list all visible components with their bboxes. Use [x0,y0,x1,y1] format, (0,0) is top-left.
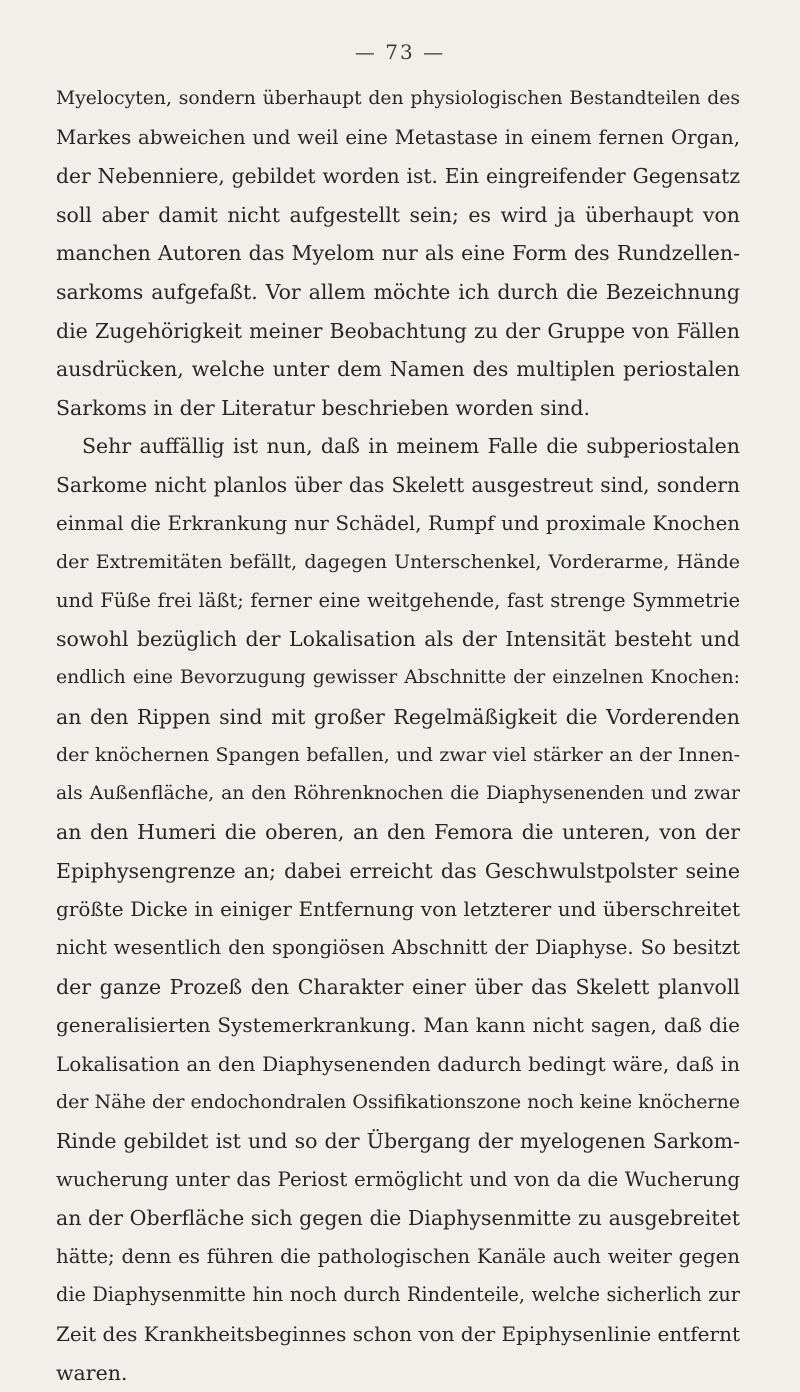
text-line: die Diaphysenmitte hin noch durch Rindenteile, welche sicherlich zur [56,1283,740,1307]
text-line-last: Sarkoms in der Literatur beschrieben worden sind. [56,395,590,420]
text-line: an den Humeri die oberen, an den Femora die unteren, von der [56,820,740,845]
text-line: die Zugehörigkeit meiner Beobachtung zu der Gruppe von Fällen [56,318,740,343]
text-line: Lokalisation an den Diaphysenenden dadurch bedingt wäre, daß in [56,1051,740,1076]
text-line: der knöchernen Spangen befallen, und zwar viel stärker an der Innen- [56,744,740,767]
text-line: der ganze Prozeß den Charakter einer über das Skelett planvoll [56,974,740,999]
page-number: — 73 — [354,40,446,64]
text-line: ausdrücken, welche unter dem Namen des multiplen periostalen [56,357,740,382]
text-line: als Außenfläche, an den Röhrenknochen die Diaphysenenden und zwar [56,782,740,804]
text-line: der Nähe der endochondralen Ossifikationszone noch keine knöcherne [56,1091,740,1114]
paragraph-2 [56,427,740,1392]
text-line: Sarkome nicht planlos über das Skelett ausgestreut sind, sondern [56,472,740,497]
text-line: sarkoms aufgefaßt. Vor allem möchte ich durch die Bezeichnung [56,279,740,304]
text-line: an den Rippen sind mit großer Regelmäßigkeit die Vorderenden [56,704,740,729]
body-text [56,80,740,1392]
text-line: der Nebenniere, gebildet worden ist. Ein eingreifender Gegensatz [56,164,740,189]
text-line: Epiphysengrenze an; dabei erreicht das Geschwulstpolster seine [56,858,740,883]
text-line: und Füße frei läßt; ferner eine weitgehende, fast strenge Symmetrie [56,588,740,612]
text-line: der Extremitäten befällt, dagegen Unterschenkel, Vorderarme, Hände [56,551,740,574]
text-line: hätte; denn es führen die pathologischen Kanäle auch weiter gegen [56,1244,740,1268]
text-line-last: waren. [56,1360,128,1385]
text-line: Markes abweichen und weil eine Metastase in einem fernen Organ, [56,125,740,149]
text-line: endlich eine Bevorzugung gewisser Abschnitte der einzelnen Knochen: [56,666,740,688]
text-line: Zeit des Krankheitsbeginnes schon von der Epiphysenlinie entfernt [56,1322,740,1346]
text-line: soll aber damit nicht aufgestellt sein; es wird ja überhaupt von [56,202,740,227]
text-line-first: Sehr auffällig ist nun, daß in meinem Falle die subperiostalen [82,434,740,459]
text-line: Myelocyten, sondern überhaupt den physiologischen Bestandteilen des [56,88,740,109]
text-line: Rinde gebildet ist und so der Übergang der myelogenen Sarkom- [56,1129,740,1154]
text-line: nicht wesentlich den spongiösen Abschnitt der Diaphyse. So besitzt [56,936,740,960]
text-line: manchen Autoren das Myelom nur als eine Form des Rundzellen- [56,241,740,266]
text-line: generalisierten Systemerkrankung. Man kann nicht sagen, daß die [56,1013,740,1038]
text-line: sowohl bezüglich der Lokalisation als der Intensität besteht und [56,627,740,652]
paragraph-1 [56,80,740,427]
text-line: größte Dicke in einiger Entfernung von letzterer und überschreitet [56,897,740,922]
text-line: an der Oberfläche sich gegen die Diaphysenmitte zu ausgebreitet [56,1206,740,1231]
text-line: wucherung unter das Periost ermöglicht und von da die Wucherung [56,1167,740,1191]
text-line: einmal die Erkrankung nur Schädel, Rumpf und proximale Knochen [56,511,740,535]
